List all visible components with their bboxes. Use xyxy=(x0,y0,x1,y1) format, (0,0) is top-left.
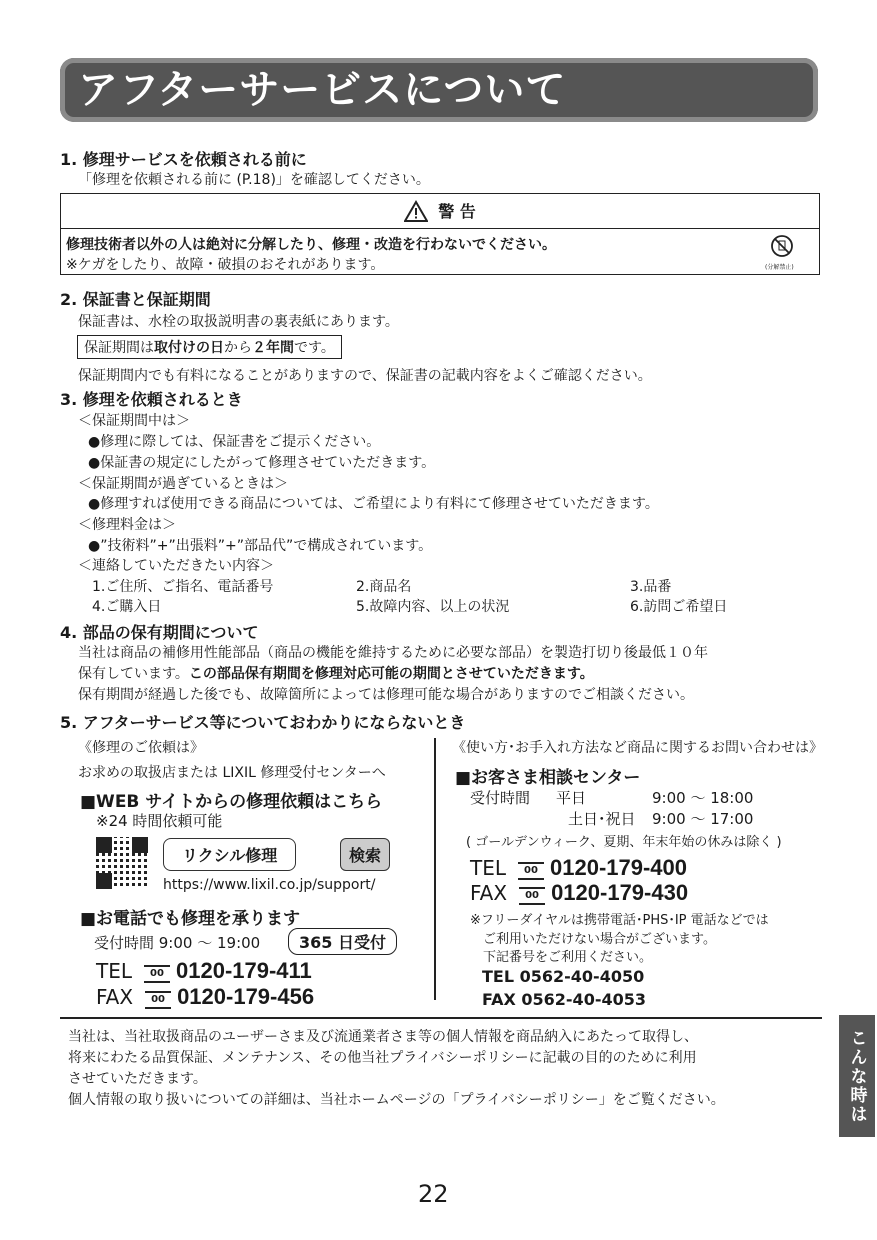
contact-item: 6.訪問ご希望日 xyxy=(630,599,728,615)
section4-heading: 4. 部品の保有期間について xyxy=(60,623,259,642)
center-weekday: 平日 xyxy=(556,789,587,807)
warning-line2: ※ケガをしたり、故障・破損のおそれがあります。 xyxy=(66,257,385,273)
repair-request-title: 《修理のご依頼は》 xyxy=(78,740,204,756)
support-url[interactable]: https://www.lixil.co.jp/support/ xyxy=(163,877,376,893)
repair-fax-row: FAX 00 0120-179-456 xyxy=(96,984,315,1009)
section5-heading: 5. アフターサービス等についておわかりにならないとき xyxy=(60,713,466,732)
free-dial-icon: 00 xyxy=(518,862,544,880)
warning-triangle-icon xyxy=(404,200,428,222)
section3-after1: ●修理すれば使用できる商品については、ご希望により有料にて修理させていただきます。 xyxy=(88,496,659,512)
center-weekday-hours: 9:00 〜 18:00 xyxy=(652,789,754,807)
privacy-line4: 個人情報の取り扱いについての詳細は、当社ホームページの「プライバシーポリシー」をご覧ください。 xyxy=(68,1092,725,1108)
section3-contact: ＜連絡していただきたい内容＞ xyxy=(78,558,274,574)
contact-item: 1.ご住所、ご指名、電話番号 xyxy=(92,579,274,595)
center-tel-row: TEL 00 0120-179-400 xyxy=(470,855,688,880)
privacy-line2: 将来にわたる品質保証、メンテナンス、その他当社プライバシーポリシーに記載の目的のために利用 xyxy=(68,1050,697,1066)
column-divider xyxy=(434,738,436,1000)
free-dial-note2: ご利用いただけない場合がございます。 xyxy=(483,932,716,947)
center-hours-label: 受付時間 xyxy=(470,789,531,807)
alt-tel: TEL 0562-40-4050 xyxy=(482,967,645,986)
section3-after: ＜保証期間が過ぎているときは＞ xyxy=(78,476,288,492)
free-dial-note1: ※フリーダイヤルは携帯電話･PHS･IP 電話などでは xyxy=(470,913,769,928)
page-title: アフターサービスについて xyxy=(78,67,567,113)
search-text-box[interactable]: リクシル修理 xyxy=(163,838,296,871)
warning-title: 警 告 xyxy=(438,202,476,221)
section1-text: 「修理を依頼される前に (P.18)」を確認してください。 xyxy=(78,172,430,188)
free-dial-note3: 下記番号をご利用ください。 xyxy=(483,950,653,965)
privacy-line1: 当社は、当社取扱商品のユーザーさま及び流通業者さま等の個人情報を商品納入にあたって取得し、 xyxy=(68,1029,698,1045)
holiday-note: ( ゴールデンウィーク、夏期、年末年始の休みは除く ) xyxy=(466,835,782,850)
phone-heading: ■お電話でも修理を承ります xyxy=(80,909,301,929)
free-dial-icon: 00 xyxy=(519,887,545,905)
warranty-period-box: 保証期間は取付けの日から２年間です。 xyxy=(77,335,342,359)
section4-line2: 保有しています。この部品保有期間を修理対応可能の期間とさせていただきます。 xyxy=(78,666,594,682)
search-button[interactable]: 検索 xyxy=(340,838,390,871)
365-day-badge: 365 日受付 xyxy=(288,928,397,955)
warning-header xyxy=(60,193,820,229)
section4-line1: 当社は商品の補修用性能部品（商品の機能を維持するために必要な部品）を製造打切り後最低１０年 xyxy=(78,645,708,661)
section3-during2: ●保証書の規定にしたがって修理させていただきます。 xyxy=(88,455,436,471)
contact-item: 2.商品名 xyxy=(356,579,412,595)
no-disassembly-label: (分解禁止) xyxy=(765,264,794,271)
center-fax-row: FAX 00 0120-179-430 xyxy=(470,880,689,905)
side-tab[interactable]: こんな時は xyxy=(839,1015,875,1137)
center-weekend-hours: 9:00 〜 17:00 xyxy=(652,810,754,828)
free-dial-icon: 00 xyxy=(144,965,170,983)
section3-heading: 3. 修理を依頼されるとき xyxy=(60,390,243,409)
free-dial-icon: 00 xyxy=(145,991,171,1009)
contact-item: 5.故障内容、以上の状況 xyxy=(356,599,510,615)
section4-line3: 保有期間が経過した後でも、故障箇所によっては修理可能な場合がありますのでご相談ください。 xyxy=(78,687,694,703)
section1-heading: 1. 修理サービスを依頼される前に xyxy=(60,150,307,169)
section2-heading: 2. 保証書と保証期間 xyxy=(60,290,211,309)
contact-item: 4.ご購入日 xyxy=(92,599,162,615)
center-weekend: 土日･祝日 xyxy=(568,810,636,828)
section3-fee1: ●”技術料”+”出張料”+”部品代”で構成されています。 xyxy=(88,538,433,554)
web-note: ※24 時間依頼可能 xyxy=(96,812,223,830)
section3-fee: ＜修理料金は＞ xyxy=(78,517,176,533)
privacy-line3: させていただきます。 xyxy=(68,1071,207,1087)
section3-during: ＜保証期間中は＞ xyxy=(78,413,190,429)
alt-fax: FAX 0562-40-4053 xyxy=(482,990,646,1009)
privacy-divider xyxy=(60,1017,822,1019)
inquiry-title: 《使い方･お手入れ方法など商品に関するお問い合わせは》 xyxy=(452,740,823,756)
phone-hours: 受付時間 9:00 〜 19:00 xyxy=(94,934,261,952)
web-heading: ■WEB サイトからの修理依頼はこちら xyxy=(80,792,383,812)
repair-request-intro: お求めの取扱店または LIXIL 修理受付センターへ xyxy=(78,765,386,781)
section3-during1: ●修理に際しては、保証書をご提示ください。 xyxy=(88,434,381,450)
customer-center-heading: ■お客さま相談センター xyxy=(455,768,641,788)
qr-code-icon[interactable] xyxy=(96,837,148,889)
no-disassembly-icon xyxy=(768,235,796,261)
section2-text1: 保証書は、水栓の取扱説明書の裏表紙にあります。 xyxy=(78,314,399,330)
page-number: 22 xyxy=(418,1180,449,1208)
repair-tel-row: TEL 00 0120-179-411 xyxy=(96,958,312,983)
section2-text2: 保証期間内でも有料になることがありますので、保証書の記載内容をよくご確認ください。 xyxy=(78,368,652,384)
warning-line1: 修理技術者以外の人は絶対に分解したり、修理・改造を行わないでください。 xyxy=(66,237,556,253)
contact-item: 3.品番 xyxy=(630,579,672,595)
